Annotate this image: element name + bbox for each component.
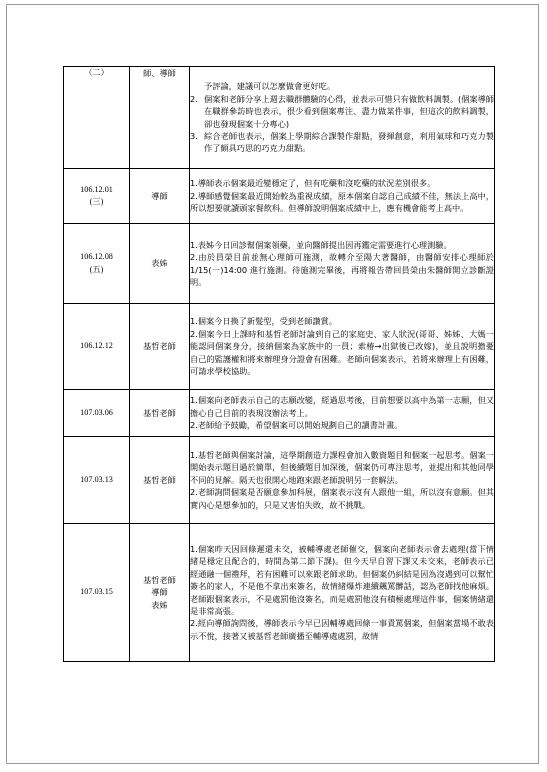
person-name: 基哲老師 [143, 407, 176, 418]
person-cell [130, 224, 190, 304]
person-name: 基哲老師 [143, 574, 176, 585]
person-cell [130, 437, 190, 524]
log-row [64, 304, 495, 390]
person-name: 基哲老師 [143, 341, 176, 352]
description-cell [190, 390, 495, 437]
paragraph-text: 個案和老師分享上週去職群體驗的心得，並表示可惜只有做飲料調製。(個案導師在職群參訪時也表示，很少看到個案專注、盡力做某件事，但這次的飲料調製，卻也發現個案十分專心) [204, 93, 494, 129]
log-row [64, 437, 495, 524]
description-cell [190, 224, 495, 304]
paragraph-text: 2.由於員榮目前並無心理師可施測，故轉介至陽大著醫師，由醫師安排心理師於 1/15(一)14:00 進行施測。待施測完畢後，再將報告帶回員榮由朱醫師開立診斷證明。 [190, 252, 494, 287]
weekday-text: (三) [89, 197, 104, 206]
paragraph-text: 1.個案昨天因回條遲還未交，被輔導處老師催交，個案向老師表示會去處理(當下情緒是穩定且配合的，時間為第二節下課)。但今天早自習下課又未交來，老師表示已經通融一個禮拜，若有困難可以來跟老師求助。但個案仍糾結是因為沒遇到可以幫忙簽名的家人，不是他不拿出來簽名，故情緒爆炸連續飆罵髒話，認為老師找他麻煩。老師跟個案表示，不是處罰他沒簽名，而是處罰他沒有積極處理這件事，個案情緒還是非常高張。 [190, 543, 494, 616]
date-text: 106.12.12 [80, 341, 113, 351]
person-name: 表姊 [151, 258, 168, 269]
date-cell [64, 524, 130, 662]
person-name: 師、導師 [143, 68, 176, 78]
paragraph-text: 1.基哲老師與個案討論，這學期創造力課程會加入數資題目和個案一起思考。個案一開始表示題目過於簡單，但後續題目加深後，個案仍可專注思考，並提出和其他同學不同的見解。隔天也很開心地跑來跟老師說明另一套解法。 [190, 449, 494, 485]
log-row [64, 524, 495, 662]
paragraph-text: 2.老師給予鼓勵，希望個案可以開始規劃自己的讀書計畫。 [190, 420, 403, 431]
person-name: 導師 [151, 190, 168, 201]
description-cell [190, 437, 495, 524]
person-name: 導師 [151, 587, 168, 598]
date-text: 106.12.01 [80, 184, 113, 194]
paragraph-text: 1.個案今日換了新髮型，受到老師讚賞。 [190, 316, 337, 327]
numbered-paragraph [190, 93, 494, 130]
date-cell [64, 304, 130, 390]
person-name: 基哲老師 [143, 474, 176, 485]
weekday-text: （二） [84, 68, 109, 77]
description-cell [190, 67, 495, 169]
paragraph-text: 2.個案今日上課時和基哲老師討論到自己的家庭史、家人狀況(哥哥、姊姊、大媽一能認同個案身分，接納個案為家族中的一員；索椿→出獄後已改嫁)，並且說明擔憂自己的監護權和將來辦理身分證會有困難。老師向個案表示，若將來辦理上有困難，可請求學校協助。 [190, 328, 494, 377]
paragraph-text: 2.經向導師詢問後，導師表示今早已因輔導處回條一事責罵個案，但個案當場不敢表示不悅，接著又被基哲老師廣播至輔導處處罰，故情 [190, 618, 494, 641]
date-text: 107.03.06 [80, 407, 113, 417]
counseling-log-table [63, 66, 495, 662]
description-cell [190, 169, 495, 224]
date-text: 107.03.13 [80, 474, 113, 484]
log-row [64, 224, 495, 304]
paragraph-text: 2.老師詢問個案是否願意參加科展，個案表示沒有人跟他一組，所以沒有意願。但其實內心是想參加的，只是又害怕失敗，故不挑戰。 [190, 487, 494, 510]
paragraph-text: 予評論，建議可以怎麼做會更好吃。 [204, 81, 336, 92]
paragraph-text: 綜合老師也表示，個案上學期綜合課製作甜點，發揮創意，利用氣球和巧克力製作了頗具巧思的巧克力甜點。 [204, 130, 494, 154]
paragraph-number: 3. [190, 130, 198, 141]
log-row [64, 169, 495, 224]
date-cell [64, 169, 130, 224]
paragraph-text: 1.導師表示個案最近變穩定了，但有吃藥和沒吃藥的狀況差別很多。 [190, 178, 436, 189]
description-cell [190, 524, 495, 662]
description-cell [190, 304, 495, 390]
person-cell [130, 390, 190, 437]
date-text: 107.03.15 [80, 587, 113, 597]
log-row [64, 390, 495, 437]
date-cell [64, 390, 130, 437]
date-cell [64, 437, 130, 524]
paragraph-number: 2. [190, 93, 198, 104]
weekday-text: (五) [89, 264, 104, 274]
person-cell [130, 524, 190, 662]
person-name: 表姊 [151, 599, 168, 610]
numbered-paragraph [190, 130, 494, 155]
date-cell [64, 224, 130, 304]
person-cell [130, 304, 190, 390]
log-table-body [64, 67, 495, 662]
date-text: 106.12.08 [80, 252, 113, 262]
paragraph-text: 2.導師感覺個案最近開始較為重視成績，原本個案自認自己成績不佳，無法上高中，所以想要就讀頭家餐飲科。但導師說明個案成績中上，應有機會能考上高中。 [190, 190, 494, 214]
person-cell [130, 67, 190, 169]
paragraph-text: 1.個案向老師表示自己的志願改變，經過思考後，目前想要以高中為第一志願，但又擔心自己目前的表現沒辦法考上。 [190, 395, 494, 418]
log-row [64, 67, 495, 169]
date-cell [64, 67, 130, 169]
person-cell [130, 169, 190, 224]
paragraph-text: 1.表姊今日回診幫個案領藥，並向醫師提出因再鑑定需要進行心理測驗。 [190, 239, 452, 250]
